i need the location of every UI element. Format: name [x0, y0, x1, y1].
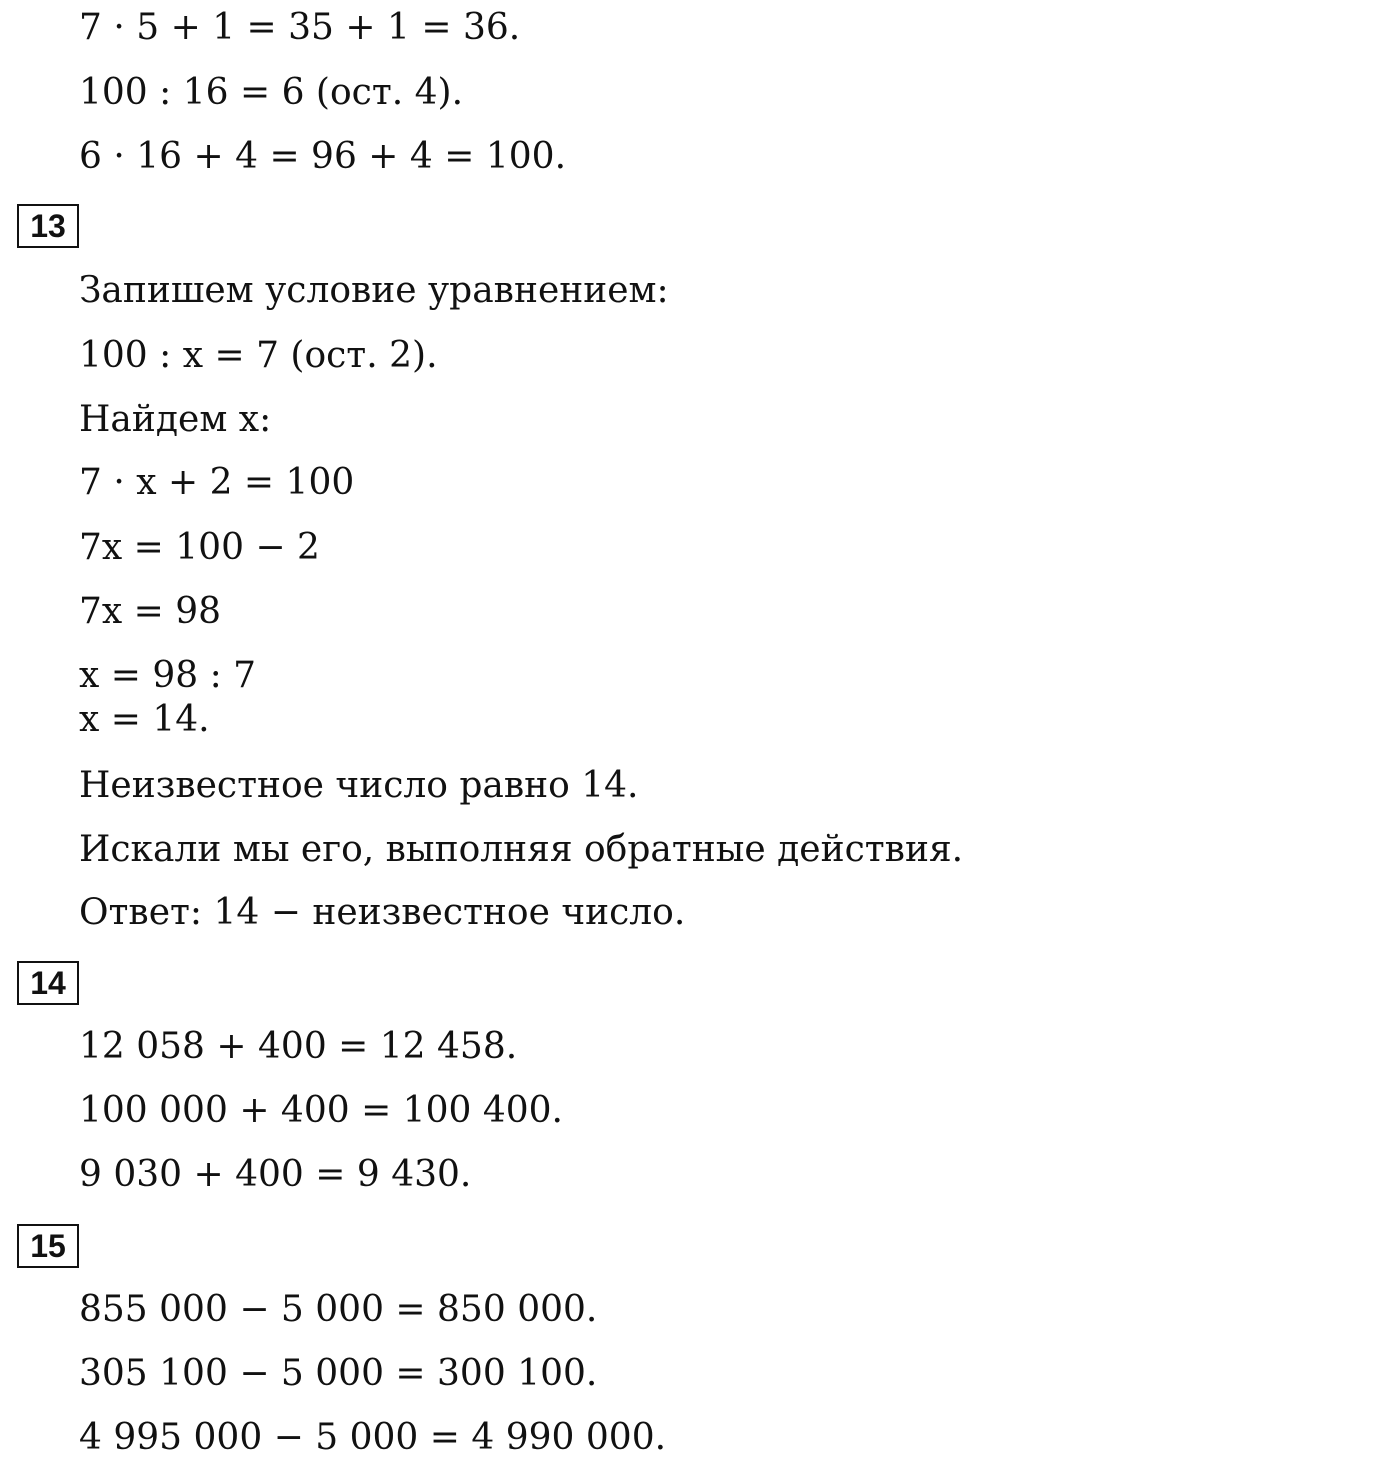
equation-line: 6 · 16 + 4 = 96 + 4 = 100.	[79, 136, 567, 177]
task-number-box: 14	[17, 961, 79, 1005]
text-line: Запишем условие уравнением:	[79, 270, 669, 311]
equation-line: 7 · 5 + 1 = 35 + 1 = 36.	[79, 7, 521, 48]
text-line: Искали мы его, выполняя обратные действия.	[79, 829, 964, 870]
equation-line: 100 : 16 = 6 (ост. 4).	[79, 72, 464, 113]
equation-line: 7 · x + 2 = 100	[79, 462, 355, 503]
equation-line: 100 : x = 7 (ост. 2).	[79, 335, 438, 376]
equation-line: 4 995 000 − 5 000 = 4 990 000.	[79, 1417, 667, 1458]
equation-line: 7x = 98	[79, 591, 222, 632]
equation-line: 100 000 + 400 = 100 400.	[79, 1090, 563, 1131]
equation-line: 12 058 + 400 = 12 458.	[79, 1026, 518, 1067]
text-line: Неизвестное число равно 14.	[79, 765, 639, 806]
answer-line: Ответ: 14 − неизвестное число.	[79, 892, 686, 933]
equation-line: x = 98 : 7	[79, 655, 257, 696]
task-number-box: 13	[17, 204, 79, 248]
equation-line: x = 14.	[79, 699, 210, 740]
task-number-box: 15	[17, 1224, 79, 1268]
equation-line: 7x = 100 − 2	[79, 527, 320, 568]
equation-line: 305 100 − 5 000 = 300 100.	[79, 1353, 598, 1394]
equation-line: 855 000 − 5 000 = 850 000.	[79, 1289, 598, 1330]
equation-line: 9 030 + 400 = 9 430.	[79, 1154, 472, 1195]
text-line: Найдем x:	[79, 399, 272, 440]
